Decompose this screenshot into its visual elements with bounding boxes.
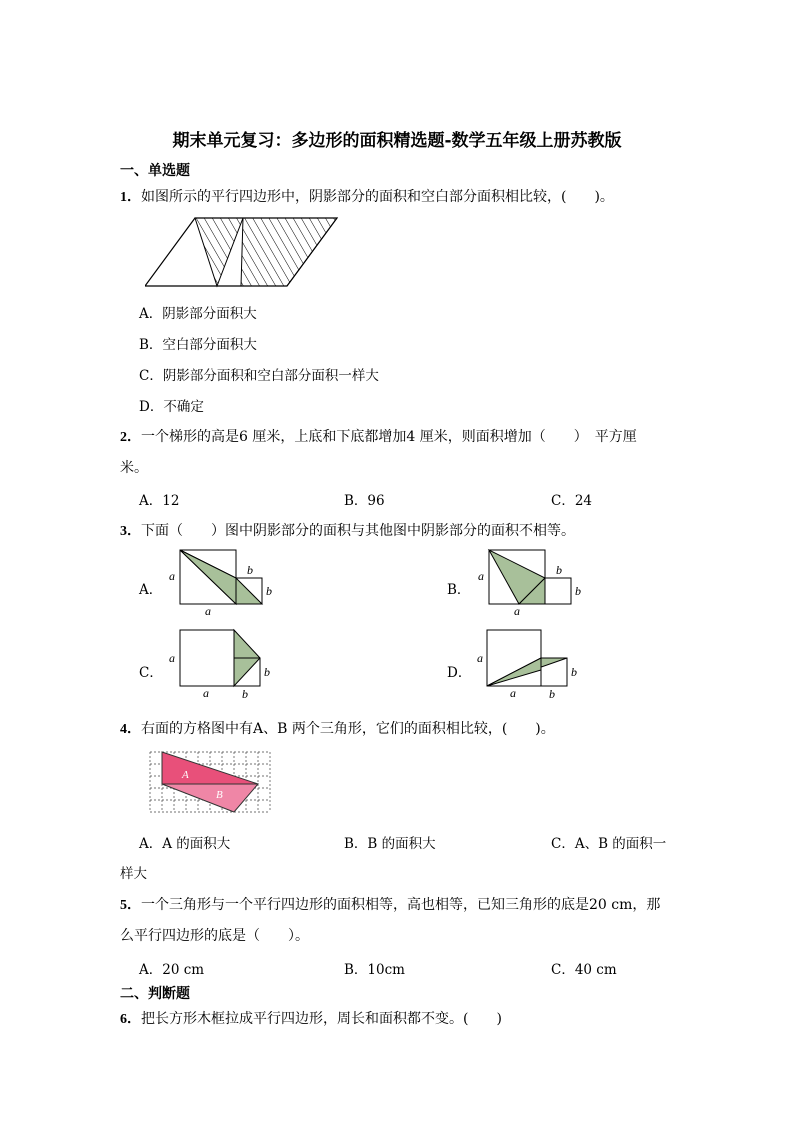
q1-option-b[interactable]: B．空白部分面积大 [139,337,257,353]
question-number: 6． [120,1012,141,1027]
q1-option-d[interactable]: D．不确定 [139,399,204,415]
label-b: b [242,687,248,700]
q2-option-c[interactable]: C．24 [551,493,593,509]
q5-option-c[interactable]: C．40 cm [551,962,617,978]
question-5 [120,894,660,914]
triangle-a-label: A [182,769,189,781]
label-a: a [510,686,516,700]
question-text: 把长方形木框拉成平行四边形，周长和面积都不变。( ) [141,1011,502,1027]
label-a: a [169,569,175,583]
label-b: b [549,687,555,700]
q2-option-a[interactable]: A．12 [139,493,180,509]
q4-option-c-cont: 样大 [120,866,147,882]
q3-option-c[interactable]: C． [139,665,163,681]
label-a: a [169,651,175,665]
q4-grid-figure [148,750,274,818]
section-true-false: 二、判断题 [120,986,190,1002]
q3-option-a[interactable]: A． [139,582,163,598]
q1-option-a[interactable]: A．阴影部分面积大 [139,306,257,322]
q3-figure-a [165,548,280,618]
question-number: 4． [120,722,141,737]
question-text: 一个梯形的高是6 厘米，上底和下底都增加4 厘米，则面积增加（ ） 平方厘 [141,429,637,445]
label-a: a [477,651,483,665]
question-number: 5． [120,898,141,913]
question-5-cont: 么平行四边形的底是（ ）。 [120,928,309,944]
label-b: b [571,665,577,679]
label-a: a [205,604,211,618]
q3-figure-b [474,548,589,618]
q2-option-b[interactable]: B．96 [344,493,385,509]
q5-option-a[interactable]: A．20 cm [139,962,205,978]
question-number: 2． [120,430,141,445]
question-number: 1． [120,190,141,205]
question-2-cont: 米。 [120,460,148,476]
q3-figure-c [165,628,280,700]
q3-option-b[interactable]: B． [447,582,471,598]
question-text: 如图所示的平行四边形中，阴影部分的面积和空白部分面积相比较，( )。 [141,189,614,205]
label-a: a [478,569,484,583]
q4-option-a[interactable]: A．A 的面积大 [139,836,231,852]
question-text: 一个三角形与一个平行四边形的面积相等，高也相等，已知三角形的底是20 cm，那 [141,897,661,913]
q1-parallelogram-figure [145,214,345,290]
question-2 [120,426,637,446]
label-b: b [247,563,253,577]
q4-option-b[interactable]: B．B 的面积大 [344,836,436,852]
q3-option-d[interactable]: D． [447,665,472,681]
question-4 [120,718,555,738]
question-text: 下面（ ）图中阴影部分的面积与其他图中阴影部分的面积不相等。 [141,523,575,539]
section-single-choice: 一、单选题 [120,163,190,179]
page-title: 期末单元复习：多边形的面积精选题-数学五年级上册苏教版 [172,131,622,151]
label-b: b [264,665,270,679]
label-a: a [514,604,520,618]
question-1 [120,186,614,206]
label-b: b [556,563,562,577]
question-6 [120,1008,502,1028]
label-a: a [203,686,209,700]
question-text: 右面的方格图中有A、B 两个三角形，它们的面积相比较，( )。 [141,721,555,737]
triangle-b-label: B [216,789,223,801]
question-number: 3． [120,524,141,539]
q4-option-c[interactable]: C．A、B 的面积一 [551,836,667,852]
q3-figure-d [474,628,589,700]
question-3 [120,520,575,540]
q5-option-b[interactable]: B．10cm [344,962,405,978]
label-b: b [266,584,272,598]
q1-option-c[interactable]: C．阴影部分面积和空白部分面积一样大 [139,368,379,384]
label-b: b [575,584,581,598]
